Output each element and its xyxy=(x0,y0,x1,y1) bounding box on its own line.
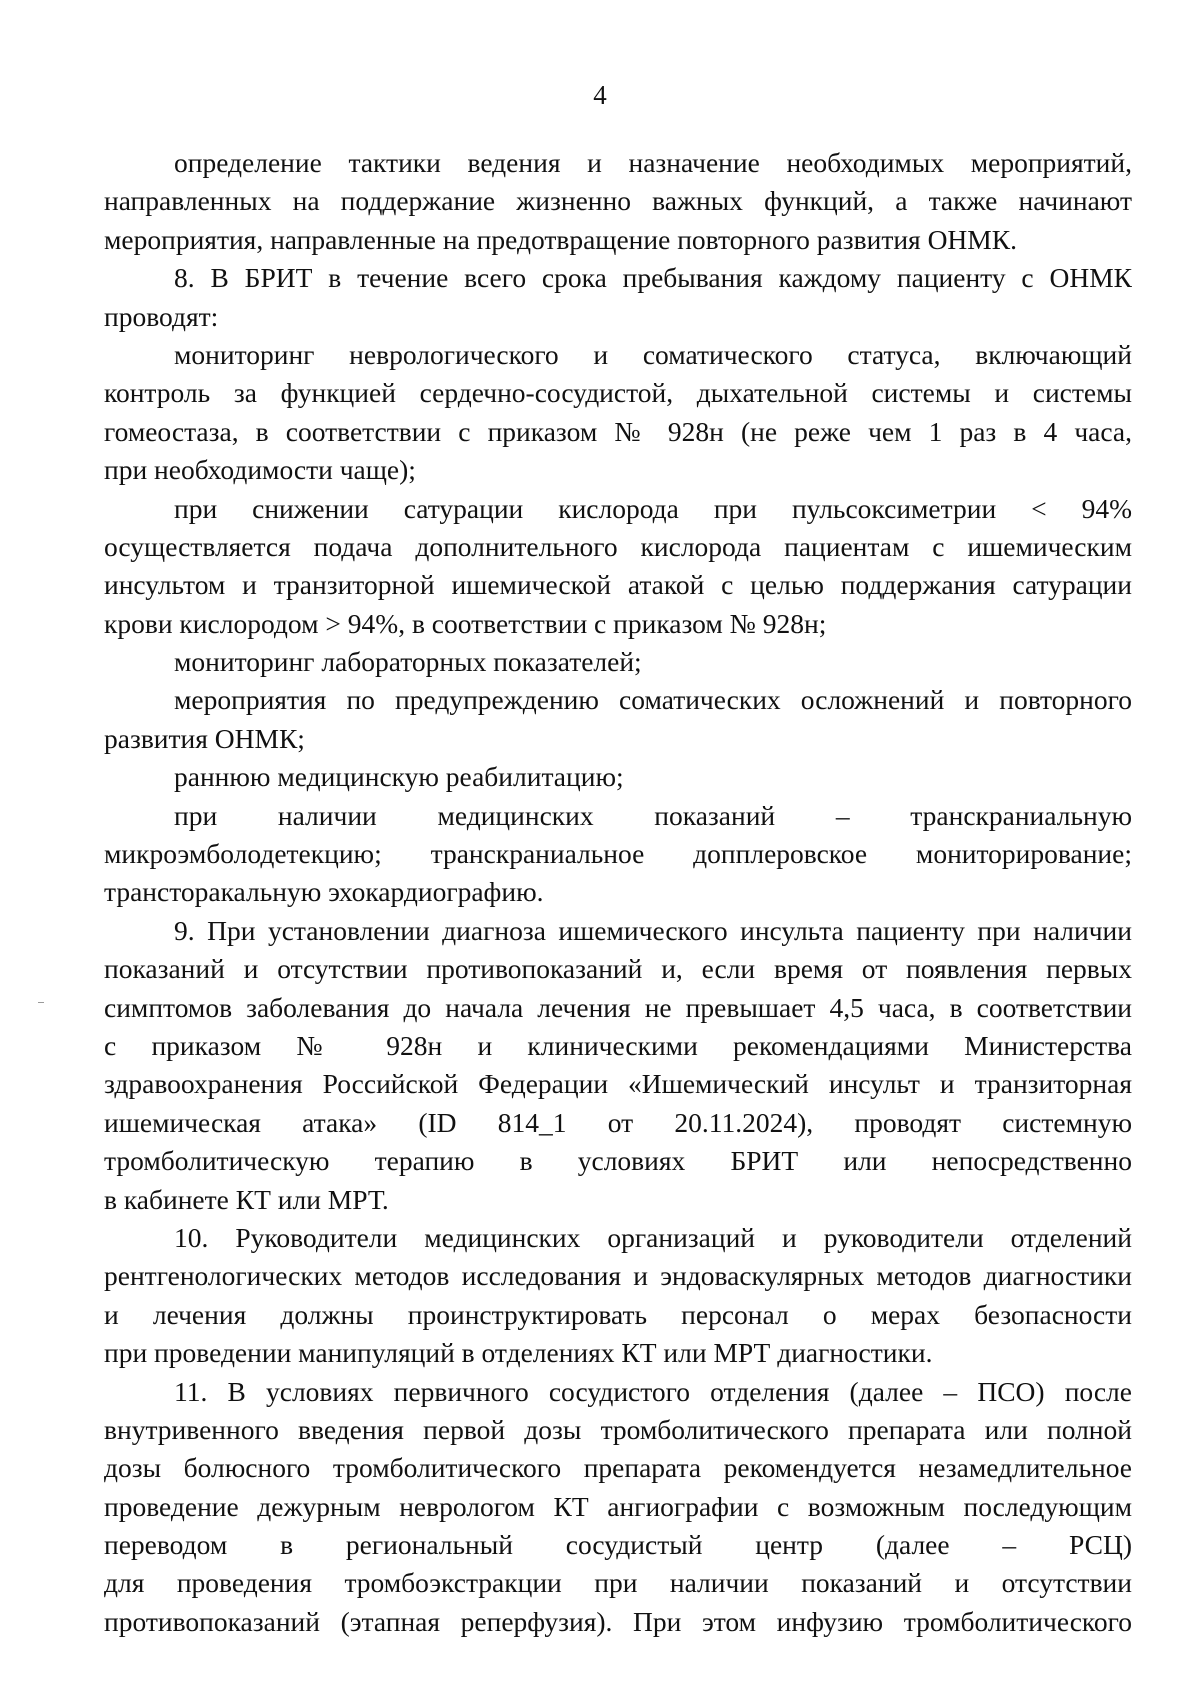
text-line: проводят: xyxy=(104,300,219,332)
text-line: микроэмболодетекцию; транскраниальное допплеровское мониторирование; xyxy=(104,838,1132,870)
text-line: симптомов заболевания до начала лечения не превышает 4,5 часа, в соответствии xyxy=(104,991,1132,1023)
text-line: с приказом № 928н и клиническими рекомендациями Министерства xyxy=(104,1029,1132,1061)
text-line: направленных на поддержание жизненно важных функций, а также начинают xyxy=(104,185,1132,217)
text-line: мониторинг неврологического и соматического статуса, включающий xyxy=(174,338,1132,370)
text-line: при проведении манипуляций в отделениях КТ или МРТ диагностики. xyxy=(104,1337,933,1369)
text-line: мероприятия, направленные на предотвращение повторного развития ОНМК. xyxy=(104,223,1017,255)
text-line: контроль за функцией сердечно-сосудистой, дыхательной системы и системы xyxy=(104,377,1132,409)
text-line: мониторинг лабораторных показателей; xyxy=(174,646,642,678)
text-line: в кабинете КТ или МРТ. xyxy=(104,1183,389,1215)
text-line: инсультом и транзиторной ишемической атакой с целью поддержания сатурации xyxy=(104,569,1132,601)
text-line: внутривенного введения первой дозы тромболитического препарата или полной xyxy=(104,1413,1132,1445)
text-line: 11. В условиях первичного сосудистого отделения (далее – ПСО) после xyxy=(174,1375,1132,1407)
text-line: и лечения должны проинструктировать персонал о мерах безопасности xyxy=(104,1298,1132,1330)
text-line: показаний и отсутствии противопоказаний и, если время от появления первых xyxy=(104,953,1132,985)
text-line: при снижении сатурации кислорода при пульсоксиметрии < 94% xyxy=(174,492,1132,524)
text-line: крови кислородом > 94%, в соответствии с приказом № 928н; xyxy=(104,607,827,639)
text-line: противопоказаний (этапная реперфузия). При этом инфузию тромболитического xyxy=(104,1605,1132,1637)
text-line: гомеостаза, в соответствии с приказом № 928н (не реже чем 1 раз в 4 часа, xyxy=(104,415,1132,447)
text-line: дозы болюсного тромболитического препарата рекомендуется незамедлительное xyxy=(104,1452,1132,1484)
text-line: проведение дежурным неврологом КТ ангиографии с возможным последующим xyxy=(104,1490,1132,1522)
text-line: здравоохранения Российской Федерации «Ишемический инсульт и транзиторная xyxy=(104,1068,1132,1100)
text-line: ишемическая атака» (ID 814_1 от 20.11.2024), проводят системную xyxy=(104,1106,1132,1138)
text-line: для проведения тромбоэкстракции при наличии показаний и отсутствии xyxy=(104,1567,1132,1599)
text-line: раннюю медицинскую реабилитацию; xyxy=(174,761,624,793)
text-line: переводом в региональный сосудистый центр (далее – РСЦ) xyxy=(104,1529,1132,1561)
text-line: тромболитическую терапию в условиях БРИТ или непосредственно xyxy=(104,1145,1132,1177)
scan-margin-mark xyxy=(38,1002,44,1003)
text-line: 10. Руководители медицинских организаций и руководители отделений xyxy=(174,1221,1132,1253)
text-line: при необходимости чаще); xyxy=(104,454,416,486)
page-number: 4 xyxy=(593,80,607,110)
text-line: 9. При установлении диагноза ишемического инсульта пациенту при наличии xyxy=(174,914,1132,946)
body-text xyxy=(104,144,1132,1641)
text-line: осуществляется подача дополнительного кислорода пациентам с ишемическим xyxy=(104,530,1132,562)
text-line: мероприятия по предупреждению соматических осложнений и повторного xyxy=(174,684,1132,716)
text-line: рентгенологических методов исследования и эндоваскулярных методов диагностики xyxy=(104,1260,1132,1292)
text-line: определение тактики ведения и назначение необходимых мероприятий, xyxy=(174,147,1132,178)
text-line: при наличии медицинских показаний – транскраниальную xyxy=(174,799,1132,831)
text-line: трансторакальную эхокардиографию. xyxy=(104,876,544,908)
text-line: развития ОНМК; xyxy=(104,722,305,754)
text-line: 8. В БРИТ в течение всего срока пребывания каждому пациенту с ОНМК xyxy=(174,262,1132,294)
